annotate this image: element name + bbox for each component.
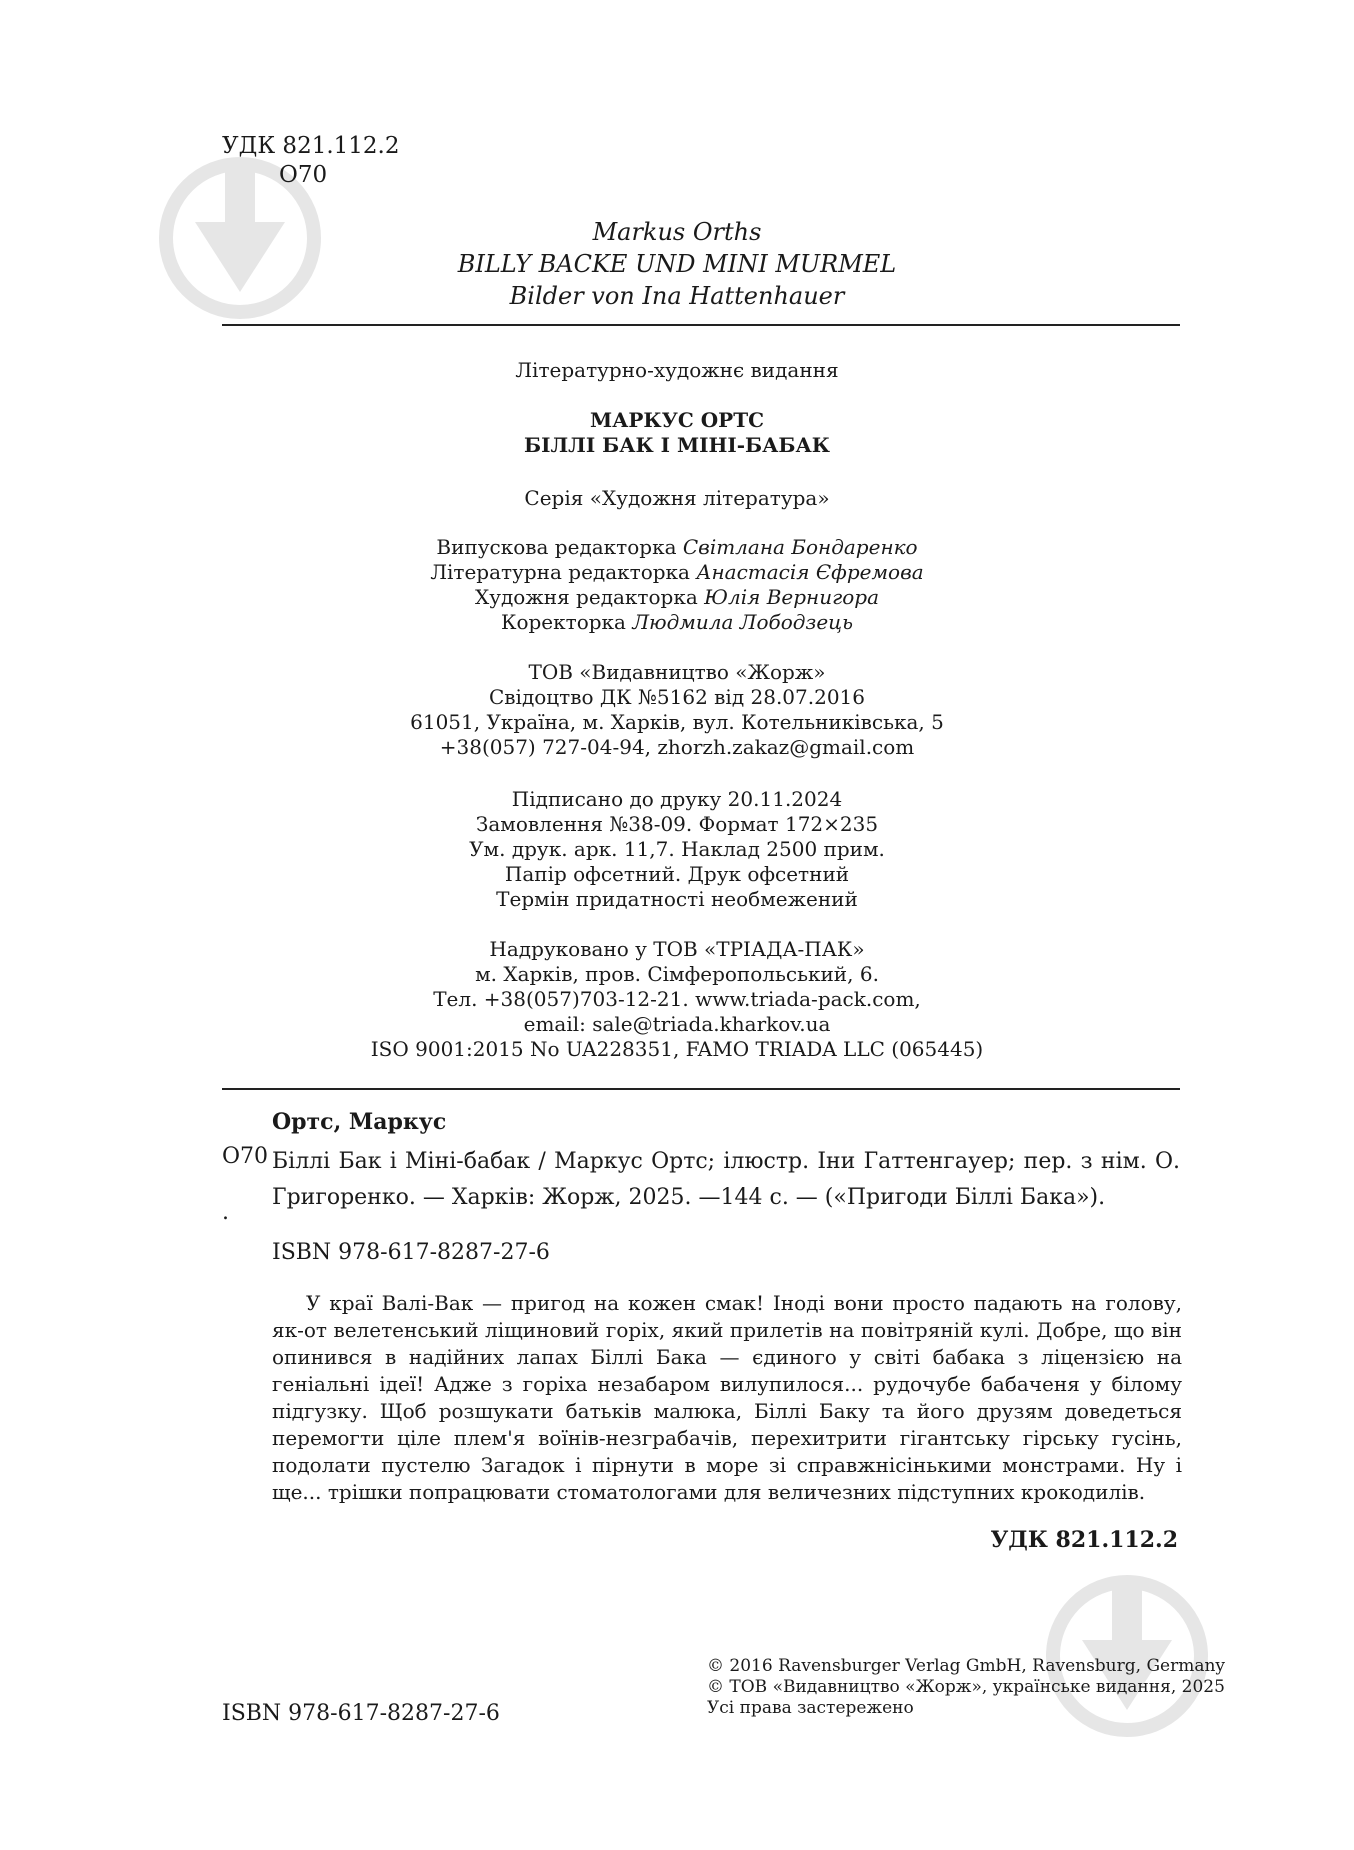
udk-code: УДК 821.112.2 xyxy=(222,133,400,159)
edition-type: Літературно-художнє видання xyxy=(515,358,839,382)
publisher-info xyxy=(0,660,1354,760)
print-line: Замовлення №38-09. Формат 172×235 xyxy=(475,812,879,836)
copyright-line: Усі права застережено xyxy=(707,1698,914,1718)
printer-line: email: sale@triada.kharkov.ua xyxy=(523,1012,831,1036)
printer-line: Надруковано у ТОВ «ТРІАДА-ПАК» xyxy=(489,937,865,961)
printer-line: Тел. +38(057)703-12-21. www.triada-pack.com, xyxy=(433,987,921,1011)
print-line: Папір офсетний. Друк офсетний xyxy=(504,862,850,886)
publisher-line: 61051, Україна, м. Харків, вул. Котельниківська, 5 xyxy=(410,710,944,734)
original-edition xyxy=(0,216,1354,312)
print-line: Термін придатності необмежений xyxy=(496,887,858,911)
annotation: У краї Валі-Вак — пригод на кожен смак! Іноді вони просто падають на голову, як-от велетенський ліщиновий горіх, який прилетів на повітряній кулі. Добре, що він опинився в надійних лапах Біллі Бака — єдиного у світі бабака з ліцензією на геніальні ідеї! Адже з горіха незабаром вилупилося... рудочубе бабаченя у білому підгузку. Щоб розшукати батьків малюка, Біллі Баку та його друзям доведеться перемогти ціле плем'я воїнів-незграбачів, перехитрити гігантську гірську гусінь, подолати пустелю Загадок і пірнути в море зі справжнісінькими монстрами. Ну і ще... трішки попрацювати стоматологами для величезних підступних крокодилів. xyxy=(272,1291,1182,1504)
editors-list xyxy=(0,535,1354,635)
divider-top xyxy=(222,324,1180,326)
imprint-author: МАРКУС ОРТС xyxy=(589,408,765,432)
isbn-bottom: ISBN 978-617-8287-27-6 xyxy=(222,1701,500,1726)
author-mark: О70 xyxy=(279,162,328,188)
catalog-isbn: ISBN 978-617-8287-27-6 xyxy=(272,1240,550,1265)
editor-line: Художня редакторка Юлія Вернигора xyxy=(474,585,879,609)
publisher-line: ТОВ «Видавництво «Жорж» xyxy=(528,660,826,684)
print-line: Підписано до друку 20.11.2024 xyxy=(511,787,843,811)
editor-line: Коректорка Людмила Лободзець xyxy=(500,610,854,634)
publisher-line: Свідоцтво ДК №5162 від 28.07.2016 xyxy=(488,685,865,709)
series: Серія «Художня література» xyxy=(524,486,830,510)
catalog-dot: . xyxy=(222,1200,229,1225)
copyright-line: © 2016 Ravensburger Verlag GmbH, Ravensburg, Germany xyxy=(707,1656,1226,1676)
udk-code-bottom: УДК 821.112.2 xyxy=(990,1527,1178,1553)
publisher-line: +38(057) 727-04-94, zhorzh.zakaz@gmail.com xyxy=(439,735,915,759)
copyright-line: © ТОВ «Видавництво «Жорж», українське видання, 2025 xyxy=(707,1677,1225,1697)
original-title: BILLY BACKE UND MINI MURMEL xyxy=(457,250,897,278)
printer-line: ISO 9001:2015 No UA228351, FAMO TRIADA LLC (065445) xyxy=(370,1037,984,1061)
original-author: Markus Orths xyxy=(592,218,762,246)
divider-bottom xyxy=(222,1088,1180,1090)
catalog-entry: Біллі Бак і Міні-бабак / Маркус Ортс; ілюстр. Іни Гаттенгауер; пер. з нім. О. Григоренко. — Харків: Жорж, 2025. —144 с. — («Пригоди Біллі Бака»). xyxy=(272,1149,1180,1210)
original-illustrator: Bilder von Ina Hattenhauer xyxy=(509,282,845,310)
catalog-author: Ортс, Маркус xyxy=(272,1109,447,1135)
udk-code-top xyxy=(222,132,400,190)
print-line: Ум. друк. арк. 11,7. Наклад 2500 прим. xyxy=(469,837,885,861)
imprint-title-block xyxy=(0,408,1354,458)
printer-line: м. Харків, пров. Сімферопольський, 6. xyxy=(475,962,879,986)
catalog-code: О70 xyxy=(222,1144,269,1169)
printer-info xyxy=(0,937,1354,1062)
copyright-block xyxy=(707,1656,1225,1719)
editor-line: Літературна редакторка Анастасія Єфремова xyxy=(430,560,924,584)
editor-line: Випускова редакторка Світлана Бондаренко xyxy=(436,535,918,559)
print-info xyxy=(0,787,1354,912)
imprint-title: БІЛЛІ БАК І МІНІ-БАБАК xyxy=(524,433,830,457)
